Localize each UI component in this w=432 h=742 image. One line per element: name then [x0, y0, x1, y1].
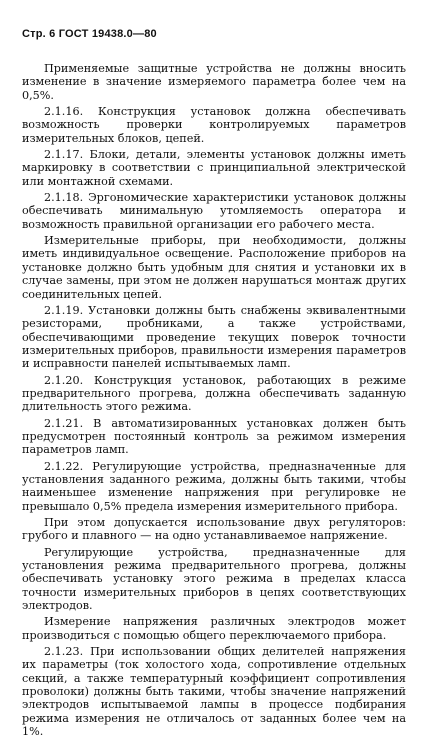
paragraph: 2.1.20. Конструкция установок, работающих в режиме предварительного прогрева, должна обеспечивать заданную длительность этого режима. [22, 373, 406, 414]
paragraph: 2.1.16. Конструкция установок должна обеспечивать возможность проверки контролируемых параметров измерительных блоков, цепей. [22, 105, 406, 145]
paragraph: 2.1.21. В автоматизированных установках должен быть предусмотрен постоянный контроль за режимом измерения параметров ламп. [22, 416, 406, 457]
page-header: Стр. 6 ГОСТ 19438.0—80 [22, 28, 157, 40]
paragraph: Измерительные приборы, при необходимости, должны иметь индивидуальное освещение. Расположение приборов на установке должно быть удобным для снятия и установки их в случае замены, при этом не должен нарушаться монтаж других соединительных цепей. [22, 234, 406, 301]
paragraph: Применяемые защитные устройства не должны вносить изменение в значение измеряемого параметра более чем на 0,5%. [22, 62, 406, 102]
document-body [22, 62, 406, 742]
paragraph: При этом допускается использование двух регуляторов: грубого и плавного — на одно устанавливаемое напряжение. [22, 516, 406, 543]
paragraph: Измерение напряжения различных электродов может производиться с помощью общего переключаемого прибора. [22, 615, 406, 642]
paragraph: 2.1.19. Установки должны быть снабжены эквивалентными резисторами, пробниками, а также устройствами, обеспечивающими проведение текущих поверок точности измерительных приборов, правильности измерения параметров и исправности панелей испытываемых ламп. [22, 303, 406, 371]
paragraph: 2.1.17. Блоки, детали, элементы установок должны иметь маркировку в соответствии с принципиальной электрической или монтажной схемами. [22, 148, 406, 188]
paragraph: 2.1.22. Регулирующие устройства, предназначенные для установления заданного режима, должны быть такими, чтобы наименьшее изменение напряжения при регулировке не превышало 0,5% предела измерения измерительного прибора. [22, 459, 406, 513]
paragraph: 2.1.18. Эргономические характеристики установок должны обеспечивать минимальную утомляемость оператора и возможность правильной организации его рабочего места. [22, 191, 406, 231]
paragraph: Регулирующие устройства, предназначенные для установления режима предварительного прогрева, должны обеспечивать установку этого режима в пределах класса точности измерительных приборов в цепях соответствующих электродов. [22, 545, 406, 613]
paragraph: 2.1.23. При использовании общих делителей напряжения их параметры (ток холостого хода, сопротивление отдельных секций, а также температурный коэффициент сопротивления проволоки) должны быть такими, чтобы значение напряжений электродов испытываемой лампы в процессе подбирания режима измерения не отличалось от заданных более чем на 1%. [22, 645, 406, 739]
